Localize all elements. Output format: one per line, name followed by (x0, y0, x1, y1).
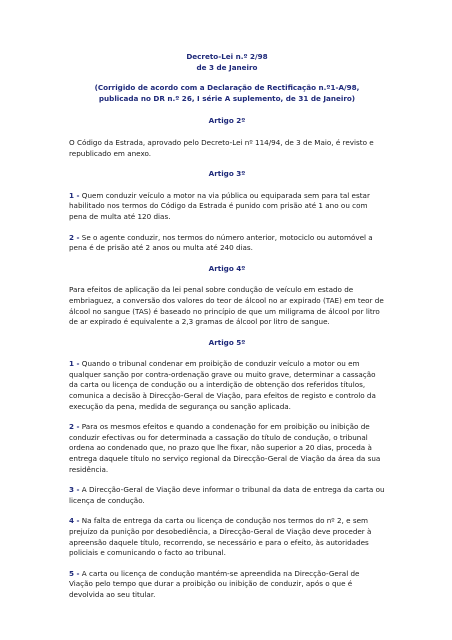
article-3-paragraph-1 (69, 191, 385, 223)
decree-title-block (69, 52, 385, 73)
paragraph-number: 2 - (69, 232, 80, 242)
article-5-paragraph-2 (69, 422, 385, 475)
paragraph-number: 2 - (69, 422, 80, 432)
article-3-paragraph-2 (69, 233, 385, 254)
article-4-text: Para efeitos de aplicação da lei penal sobre condução de veículo em estado de embriaguez, a conversão dos valores do teor de álcool no ar expirado (TAE) em teor de álcool no sangue (TAS) é baseado no princípio de que um miligrama de álcool por litro de ar expirado é equivalente a 2,3 gramas de álcool por litro de sangue. (69, 285, 384, 327)
paragraph-text: Se o agente conduzir, nos termos do número anterior, motociclo ou automóvel a pena é de prisão até 2 anos ou multa até 240 dias. (69, 232, 373, 253)
paragraph-number: 4 - (69, 516, 80, 526)
paragraph-text: Quando o tribunal condenar em proibição de conduzir veículo a motor ou em qualquer sanção por contra-ordenação grave ou muito grave, determinar a cassação da carta ou licença de condução ou a interdição de obtenção dos referidos títulos, comunica a decisão à Direcção-Geral de Viação, para efeitos de registo e controlo da execução da pena, medida de segurança ou sanção aplicada. (69, 359, 376, 411)
article-5-heading: Artigo 5º (208, 337, 246, 347)
correction-line-1: (Corrigido de acordo com a Declaração de Rectificação n.º1-A/98, (94, 83, 360, 93)
paragraph-number: 5 - (69, 568, 80, 578)
article-5-paragraph-4 (69, 516, 385, 558)
decree-date: de 3 de Janeiro (196, 62, 258, 72)
article-2-heading: Artigo 2º (208, 116, 246, 126)
paragraph-number: 1 - (69, 190, 80, 200)
decree-title: Decreto-Lei n.º 2/98 (186, 52, 268, 61)
article-5-paragraph-1 (69, 359, 385, 412)
paragraph-text: Quem conduzir veículo a motor na via pública ou equiparada sem para tal estar habilitado nos termos do Código da Estrada é punido com prisão até 1 ano ou com pena de multa até 120 dias. (69, 190, 370, 221)
paragraph-text: Para os mesmos efeitos e quando a condenação for em proibição ou inibição de conduzir efectivas ou for determinada a cassação do título de condução, o tribunal ordena ao condenado que, no prazo que lhe fixar, não superior a 20 dias, proceda à entrega daquele título no serviço regional da Direcção-Geral de Viação da área da sua residência. (69, 422, 381, 474)
paragraph-number: 3 - (69, 485, 80, 495)
correction-line-2: publicada no DR n.º 26, I série A suplemento, de 31 de Janeiro) (98, 93, 356, 103)
paragraph-text: A Direcção-Geral de Viação deve informar o tribunal da data de entrega da carta ou licença de condução. (69, 485, 385, 505)
paragraph-text: Na falta de entrega da carta ou licença de condução nos termos do nº 2, e sem prejuízo da punição por desobediência, a Direcção-Geral de Viação deve proceder à apreensão daquele título, recorrendo, se necessário e para o efeito, às autoridades policiais e comunicando o facto ao tribunal. (69, 516, 372, 558)
article-3-heading: Artigo 3º (208, 169, 246, 179)
paragraph-text: A carta ou licença de condução mantém-se apreendida na Direcção-Geral de Viação pelo tempo que durar a proibição ou inibição de conduzir, após o que é devolvida ao seu titular. (69, 568, 360, 599)
article-2-text: O Código da Estrada, aprovado pelo Decreto-Lei nº 114/94, de 3 de Maio, é revisto e republicado em anexo. (69, 137, 374, 158)
article-5-paragraph-3 (69, 485, 385, 506)
paragraph-number: 1 - (69, 359, 80, 369)
correction-note (69, 83, 385, 104)
article-5-paragraph-5 (69, 569, 385, 601)
document-body (69, 52, 385, 611)
article-4-heading: Artigo 4º (208, 263, 246, 273)
